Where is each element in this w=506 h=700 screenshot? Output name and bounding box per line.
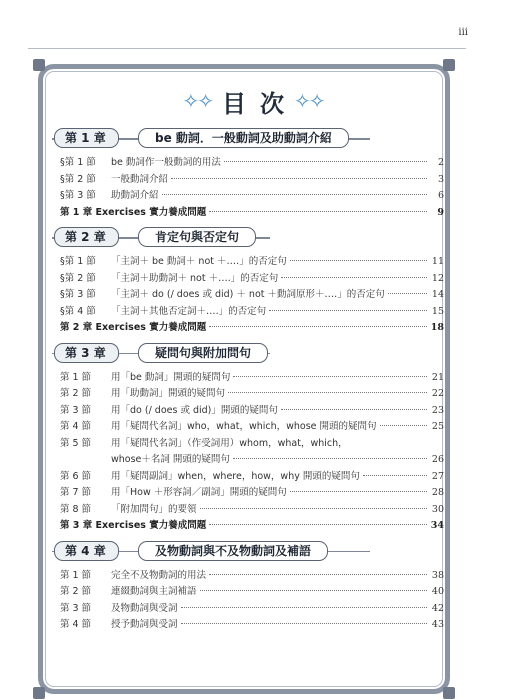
chapter-header — [52, 541, 444, 563]
page-ref: 25 — [431, 421, 444, 432]
section-number: 第 5 節 — [60, 437, 92, 449]
section-number: 第 1 節 — [60, 569, 92, 581]
chapter-title: 肯定句與否定句 — [138, 227, 256, 247]
dot-leader — [209, 326, 427, 327]
chapter-header — [52, 343, 444, 365]
section-title: 用「助動詞」開頭的疑問句 — [111, 388, 226, 399]
dot-leader — [162, 194, 427, 195]
page-ref: 22 — [431, 388, 444, 399]
section-number: 第 4 節 — [60, 619, 92, 630]
toc-entry[interactable] — [52, 270, 444, 287]
section-number: §第 2 節 — [60, 173, 96, 185]
chapter-label: 第 1 章 — [54, 128, 119, 148]
page-ref: 43 — [431, 619, 444, 630]
dot-leader — [171, 178, 427, 179]
chapter-label: 第 4 章 — [54, 541, 119, 561]
dot-leader — [228, 392, 427, 393]
dot-leader — [209, 211, 427, 212]
section-title: 用「be 動詞」開頭的疑問句 — [111, 371, 231, 383]
dot-leader — [388, 293, 427, 294]
page-ref: 12 — [431, 272, 444, 284]
page-ref: 15 — [431, 305, 444, 317]
section-number: §第 1 節 — [60, 157, 96, 168]
dot-leader — [233, 458, 427, 459]
toc-entry[interactable] — [52, 154, 444, 171]
exercise-entry[interactable] — [52, 204, 444, 221]
page-ref: 30 — [431, 503, 444, 515]
section-number: 第 7 節 — [60, 487, 92, 498]
page-ref: 23 — [431, 404, 444, 416]
toc-entry[interactable] — [52, 567, 444, 584]
section-number: 第 1 節 — [60, 371, 92, 383]
section-title: 授予動詞與受詞 — [111, 619, 178, 630]
dot-leader — [269, 310, 427, 311]
frame-corner — [443, 687, 455, 699]
page-ref: 2 — [437, 157, 444, 168]
chapter-section — [52, 343, 444, 534]
toc-entry[interactable] — [52, 435, 444, 452]
page-ref: 40 — [431, 586, 444, 597]
page-ref: 21 — [431, 371, 444, 383]
exercise-entry[interactable] — [52, 517, 444, 534]
dot-leader — [290, 260, 427, 261]
chapter-title: 及物動詞與不及物動詞及補語 — [138, 541, 328, 561]
toc-entry[interactable] — [52, 303, 444, 320]
exercise-title: 第 3 章 Exercises 實力養成問題 — [60, 520, 207, 531]
toc-entry[interactable] — [52, 600, 444, 617]
section-number: 第 3 節 — [60, 404, 92, 416]
section-number: §第 4 節 — [60, 305, 96, 317]
section-title: 用「How ＋形容詞／副詞」開頭的疑問句 — [111, 487, 287, 498]
page-ref: 38 — [431, 569, 444, 581]
section-number: §第 2 節 — [60, 272, 96, 284]
toc-entry[interactable] — [52, 402, 444, 419]
section-title: 連綴動詞與主詞補語 — [111, 586, 197, 597]
page-ref: 14 — [431, 289, 444, 300]
section-title: 一般動詞介紹 — [111, 173, 169, 185]
page-ref: 42 — [431, 602, 444, 614]
page-ref: 9 — [437, 206, 444, 218]
section-number: 第 6 節 — [60, 470, 92, 482]
toc-entry[interactable] — [52, 253, 444, 270]
page-ref: 3 — [437, 173, 444, 185]
chapter-section — [52, 128, 444, 220]
dot-leader — [380, 425, 427, 426]
section-number: 第 4 節 — [60, 421, 92, 432]
toc-entry[interactable] — [52, 286, 444, 303]
page-ref: 11 — [431, 256, 444, 267]
section-number: §第 3 節 — [60, 190, 96, 201]
toc-entry[interactable] — [52, 369, 444, 386]
toc-entry[interactable] — [52, 583, 444, 600]
chapter-header — [52, 128, 444, 150]
section-title: 用「疑問代名詞」（作受詞用）whom，what，which， — [111, 437, 348, 449]
page-ref: 27 — [431, 470, 444, 482]
dot-leader — [209, 524, 427, 525]
section-title: 完全不及物動詞的用法 — [111, 569, 207, 581]
chapter-section — [52, 227, 444, 336]
section-title: 助動詞介紹 — [111, 190, 159, 201]
dot-leader — [181, 607, 427, 608]
header-rule — [28, 48, 466, 49]
toc-entry[interactable] — [52, 385, 444, 402]
section-number: 第 2 節 — [60, 586, 92, 597]
dot-leader — [233, 376, 427, 377]
section-title: whose＋名詞 開頭的疑問句 — [111, 454, 230, 465]
chapter-header — [52, 227, 444, 249]
dot-leader — [224, 161, 427, 162]
section-number: §第 1 節 — [60, 256, 96, 267]
exercise-title: 第 2 章 Exercises 實力養成問題 — [60, 322, 207, 333]
toc-title-block — [0, 84, 506, 118]
dot-leader — [281, 409, 427, 410]
chapter-title: 疑問句與附加問句 — [138, 343, 268, 363]
section-title: 「主詞＋ be 動詞＋ not ＋‥‥」的否定句 — [111, 256, 287, 267]
sparkle-icon: ✧✧ — [182, 89, 212, 113]
toc-entry[interactable] — [52, 501, 444, 518]
page-ref: 6 — [437, 190, 444, 201]
page-ref: 26 — [431, 454, 444, 465]
sparkle-icon: ✧✧ — [294, 89, 324, 113]
toc-entry[interactable] — [52, 171, 444, 188]
section-title: 「主詞＋ do (/ does 或 did) ＋ not ＋動詞原形＋‥‥」的否定句 — [111, 289, 385, 300]
section-title: 「主詞＋其他否定詞＋‥‥」的否定句 — [111, 305, 267, 317]
page-ref: 34 — [430, 520, 444, 531]
section-title: 「主詞＋助動詞＋ not ＋‥‥」的否定句 — [111, 272, 279, 284]
toc-list — [52, 128, 444, 640]
page-title: 目次 — [222, 89, 298, 118]
toc-entry[interactable] — [52, 468, 444, 485]
chapter-label: 第 2 章 — [54, 227, 119, 247]
dot-leader — [181, 623, 427, 624]
section-title: 用「疑問代名詞」who，what，which，whose 開頭的疑問句 — [111, 421, 377, 432]
frame-corner — [33, 59, 45, 71]
chapter-section — [52, 541, 444, 633]
dot-leader — [200, 508, 427, 509]
toc-entry[interactable] — [52, 616, 444, 633]
chapter-title: be 動詞．一般動詞及助動詞介紹 — [138, 128, 349, 148]
exercise-entry[interactable] — [52, 319, 444, 336]
section-title: 用「do (/ does 或 did)」開頭的疑問句 — [111, 404, 278, 416]
chapter-label: 第 3 章 — [54, 343, 119, 363]
dot-leader — [281, 277, 427, 278]
section-title: 「附加問句」的要領 — [111, 503, 197, 515]
toc-entry[interactable] — [52, 418, 444, 435]
page-ref: 28 — [431, 487, 444, 498]
section-title: 及物動詞與受詞 — [111, 602, 178, 614]
dot-leader — [200, 590, 427, 591]
page-number: iii — [458, 27, 468, 38]
section-number: 第 3 節 — [60, 602, 92, 614]
dot-leader — [363, 475, 427, 476]
section-number: 第 2 節 — [60, 388, 92, 399]
section-title: 用「疑問副詞」when，where，how，why 開頭的疑問句 — [111, 470, 360, 482]
frame-corner — [443, 59, 455, 71]
dot-leader — [209, 574, 427, 575]
toc-entry[interactable] — [52, 187, 444, 204]
section-number: §第 3 節 — [60, 289, 96, 300]
exercise-title: 第 1 章 Exercises 實力養成問題 — [60, 206, 207, 218]
page-ref: 18 — [430, 322, 444, 333]
frame-corner — [33, 687, 45, 699]
section-number: 第 8 節 — [60, 503, 92, 515]
toc-entry[interactable] — [52, 484, 444, 501]
dot-leader — [290, 491, 427, 492]
toc-entry[interactable] — [52, 451, 444, 468]
section-title: be 動詞作一般動詞的用法 — [111, 157, 221, 168]
